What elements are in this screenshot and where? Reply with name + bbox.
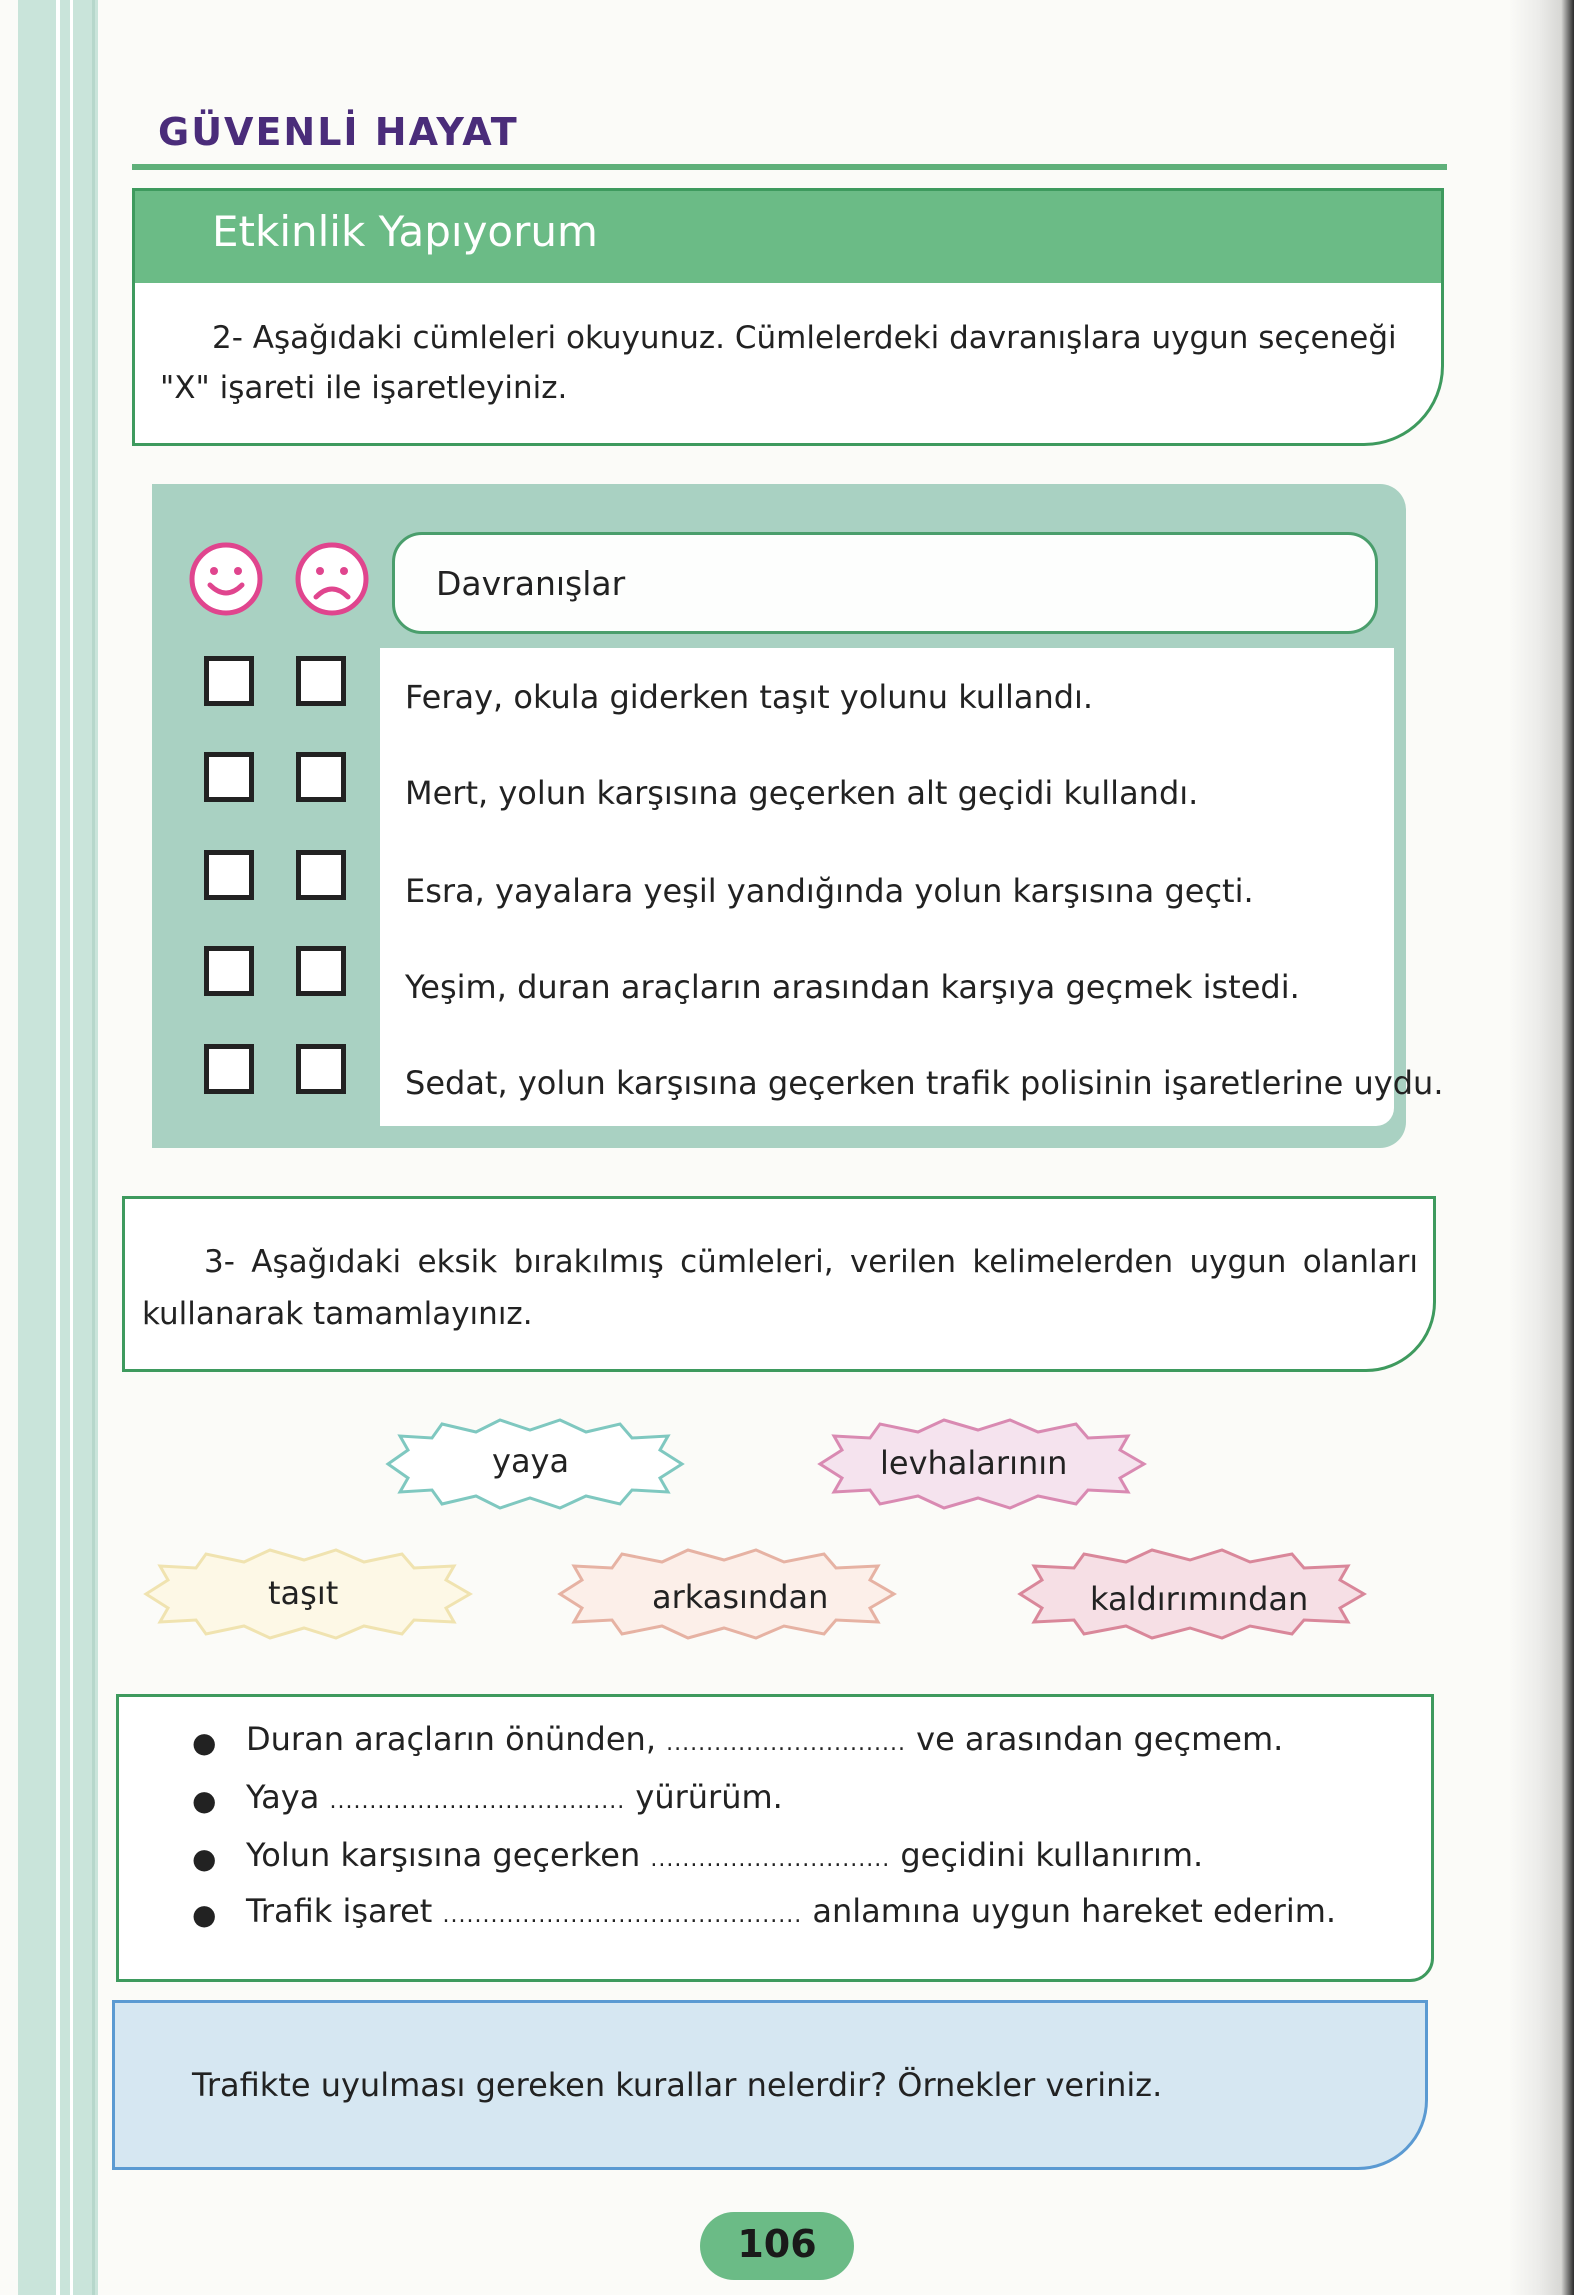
bullet: ●	[192, 1784, 217, 1817]
fill-sentence	[246, 1720, 1283, 1758]
sad-checkbox[interactable]	[296, 752, 346, 802]
bullet: ●	[192, 1898, 217, 1931]
happy-checkbox[interactable]	[204, 946, 254, 996]
fill-sentence	[246, 1836, 1203, 1874]
sentence-end: yürürüm.	[635, 1778, 783, 1816]
margin-line	[56, 0, 60, 2295]
behavior-sentence: Sedat, yolun karşısına geçerken trafik polisinin işaretlerine uydu.	[405, 1064, 1444, 1102]
word-option: yaya	[492, 1442, 570, 1480]
behavior-sentence: Mert, yolun karşısına geçerken alt geçidi kullandı.	[405, 774, 1199, 812]
activity-title: Etkinlik Yapıyorum	[212, 207, 598, 256]
section-title: GÜVENLİ HAYAT	[158, 110, 519, 154]
behaviors-header-label: Davranışlar	[436, 564, 626, 603]
sad-checkbox[interactable]	[296, 656, 346, 706]
word-option: arkasından	[652, 1578, 829, 1616]
question3-instruction: 3- Aşağıdaki eksik bırakılmış cümleleri, verilen kelimelerden uygun olanları kullanarak tamamlayınız.	[142, 1244, 1418, 1332]
bullet: ●	[192, 1726, 217, 1759]
fill-sentence	[246, 1892, 1336, 1930]
page-number: 106	[737, 2222, 817, 2266]
page-gutter-shadow	[1510, 0, 1574, 2295]
happy-checkbox[interactable]	[204, 1044, 254, 1094]
word-option: kaldırımından	[1090, 1580, 1309, 1618]
blank[interactable]: .............................................	[442, 1903, 803, 1928]
sentence-start: Yolun karşısına geçerken	[246, 1836, 641, 1874]
word-option: levhalarının	[880, 1444, 1068, 1482]
sad-checkbox[interactable]	[296, 1044, 346, 1094]
sad-checkbox[interactable]	[296, 850, 346, 900]
discussion-question: Trafikte uyulması gereken kurallar nelerdir? Örnekler veriniz.	[192, 2066, 1163, 2104]
sad-checkbox[interactable]	[296, 946, 346, 996]
blank[interactable]: ..............................	[666, 1731, 906, 1756]
smiley-face-icon	[188, 541, 264, 617]
sentence-start: Trafik işaret	[246, 1892, 433, 1930]
fill-sentence	[246, 1778, 783, 1816]
happy-checkbox[interactable]	[204, 752, 254, 802]
behavior-sentence: Esra, yayalara yeşil yandığında yolun karşısına geçti.	[405, 872, 1254, 910]
happy-checkbox[interactable]	[204, 850, 254, 900]
behavior-sentence: Yeşim, duran araçların arasından karşıya geçmek istedi.	[405, 968, 1300, 1006]
blank[interactable]: .....................................	[329, 1789, 626, 1814]
activity-instruction: 2- Aşağıdaki cümleleri okuyunuz. Cümlelerdeki davranışlara uygun seçeneği "X" işareti ile işaretleyiniz.	[160, 320, 1397, 406]
margin-line	[92, 0, 95, 2295]
sentence-end: anlamına uygun hareket ederim.	[812, 1892, 1337, 1930]
blank[interactable]: ..............................	[650, 1847, 891, 1872]
sentence-end: geçidini kullanırım.	[900, 1836, 1204, 1874]
header-divider	[132, 164, 1447, 170]
sentence-start: Duran araçların önünden,	[246, 1720, 656, 1758]
word-option: taşıt	[268, 1574, 339, 1612]
sad-face-icon	[294, 541, 370, 617]
behavior-sentence: Feray, okula giderken taşıt yolunu kullandı.	[405, 678, 1094, 716]
happy-checkbox[interactable]	[204, 656, 254, 706]
sentence-start: Yaya	[246, 1778, 320, 1816]
sentence-end: ve arasından geçmem.	[916, 1720, 1284, 1758]
bullet: ●	[192, 1842, 217, 1875]
margin-line	[70, 0, 73, 2295]
